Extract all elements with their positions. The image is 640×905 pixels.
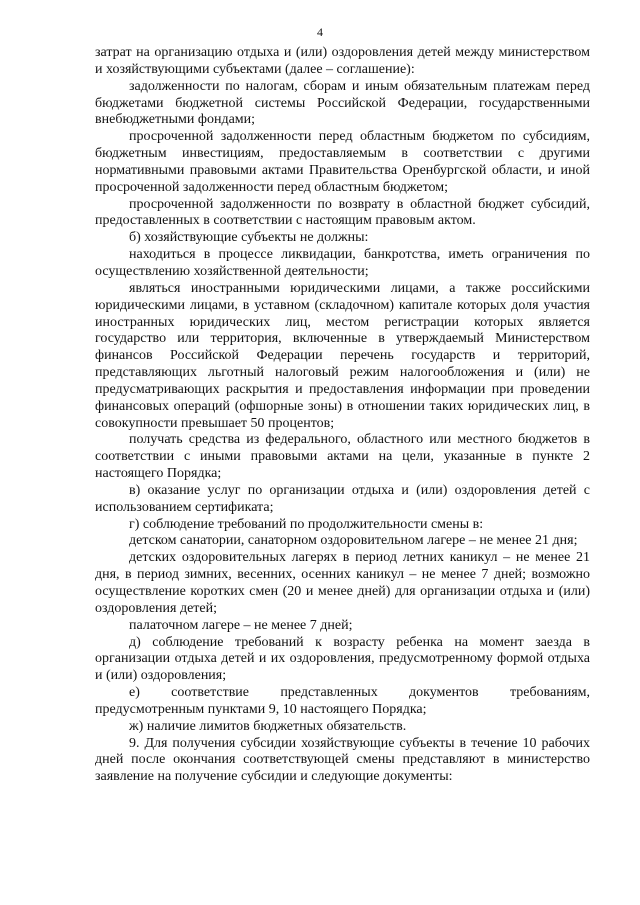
paragraph: 9. Для получения субсидии хозяйствующие субъекты в течение 10 рабочих дней после окончания соответствующей смены представляют в министерство заявление на получение субсидии и следующие документы: [95,735,590,785]
paragraph: г) соблюдение требований по продолжительности смены в: [129,516,484,532]
paragraph: детском санатории, санаторном оздоровительном лагере – не менее 21 дня; [129,533,578,549]
paragraph: в) оказание услуг по организации отдыха и (или) оздоровления детей с использованием сертификата; [95,482,590,515]
paragraph: задолженности по налогам, сборам и иным обязательным платежам перед бюджетами бюджетной системы Российской Федерации, государственными внебюджетными фондами; [95,78,590,128]
paragraph: е) соответствие представленных документов требованиям, предусмотренным пунктами 9, 10 настоящего Порядка; [95,685,590,717]
paragraph: просроченной задолженности по возврату в областной бюджет субсидий, предоставленных в соответствии с настоящим правовым актом. [95,196,590,229]
paragraph: затрат на организацию отдыха и (или) оздоровления детей между министерством и хозяйствующими субъектами (далее – соглашение): [95,45,590,77]
paragraph: получать средства из федерального, областного или местного бюджетов в соответствии с иными правовыми актами на цели, указанные в пункте 2 настоящего Порядка; [95,432,590,482]
paragraph: ж) наличие лимитов бюджетных обязательств. [129,718,407,734]
paragraph: находиться в процессе ликвидации, банкротства, иметь ограничения по осуществлению хозяйственной деятельности; [95,247,590,279]
paragraph: палаточном лагере – не менее 7 дней; [129,617,353,633]
paragraph: являться иностранными юридическими лицами, а также российскими юридическими лицами, в уставном (складочном) капитале которых доля участия иностранных юридических лиц, местом регистрации которых является государство или территория, включенные в утверждаемый Министерством финансов Российской Федерации перечень государств и территорий, представляющих льготный налоговый режим налогообложения и (или) не предусматривающих раскрытия и предоставления информации при проведении финансовых операций (офшорные зоны) в отношении таких юридических лиц, в совокупности превышает 50 процентов; [95,280,590,431]
document-body [95,45,590,786]
paragraph: просроченной задолженности перед областным бюджетом по субсидиям, бюджетным инвестициям, предоставляемым в соответствии с другими нормативными правовыми актами Правительства Оренбургской области, и иной просроченной задолженности перед областным бюджетом; [95,129,590,195]
paragraph: детских оздоровительных лагерях в период летних каникул – не менее 21 дня, в период зимних, весенних, осенних каникул – не менее 7 дней; возможно осуществление коротких смен (20 и менее дней) для организации отдыха и (или) оздоровления детей; [95,550,590,616]
paragraph: д) соблюдение требований к возрасту ребенка на момент заезда в организации отдыха детей и их оздоровления, предусмотренному формой отдыха и (или) оздоровления; [95,634,590,684]
page-number: 4 [317,25,323,39]
paragraph: б) хозяйствующие субъекты не должны: [129,230,369,246]
